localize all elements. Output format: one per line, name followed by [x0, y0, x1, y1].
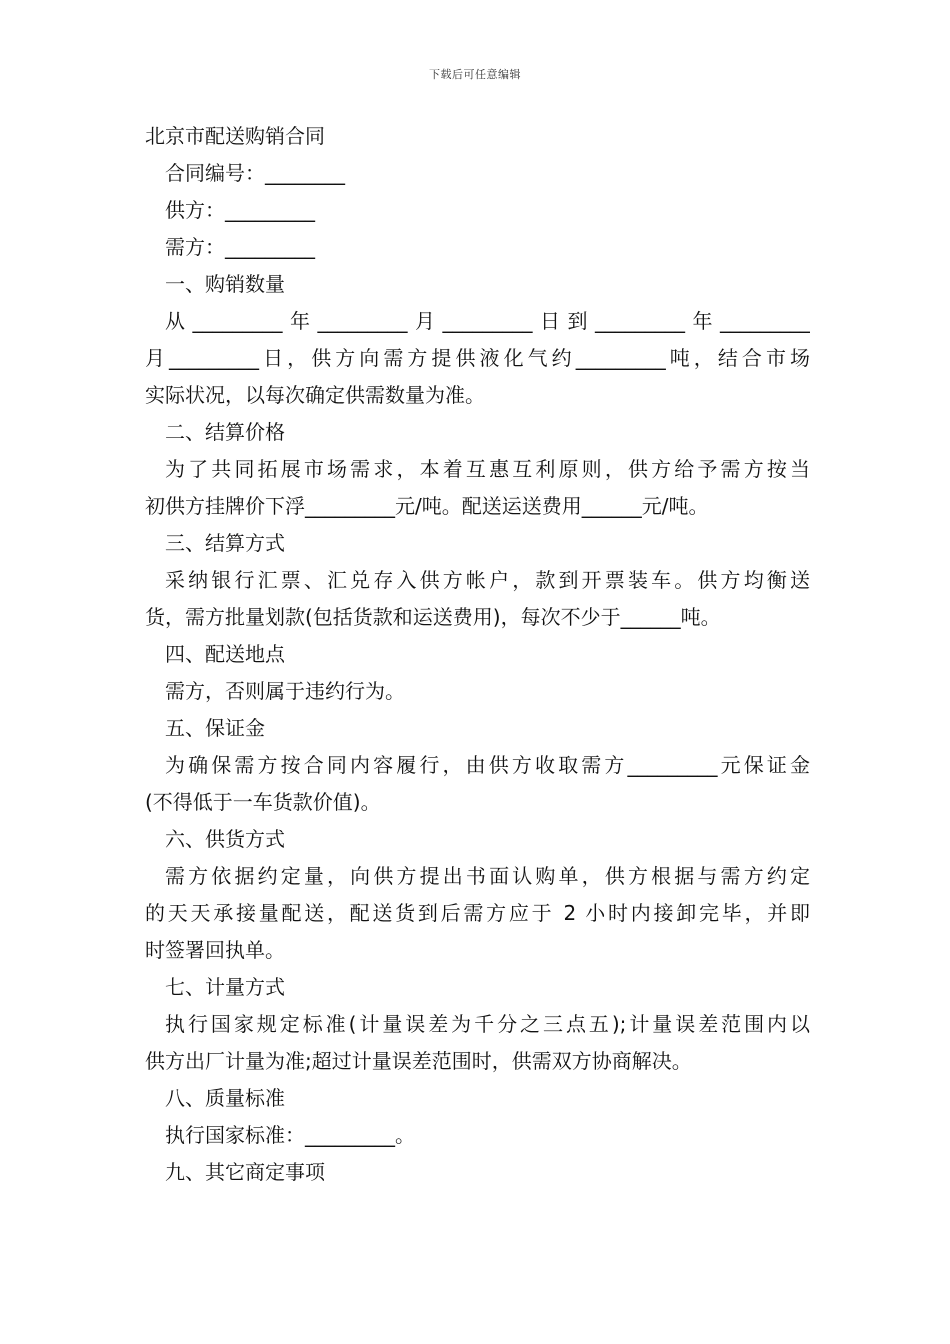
document-line: 的天天承接量配送，配送货到后需方应于 2 小时内接卸完毕，并即 [145, 901, 810, 925]
document-body [145, 118, 810, 1191]
document-line: 七、计量方式 [165, 975, 285, 999]
document-line: 合同编号：________ [165, 161, 345, 185]
document-line: 八、质量标准 [165, 1086, 285, 1110]
document-line: 执行国家规定标准(计量误差为千分之三点五);计量误差范围内以 [165, 1012, 810, 1036]
document-line: 五、保证金 [165, 716, 265, 740]
document-line: 采纳银行汇票、汇兑存入供方帐户，款到开票装车。供方均衡送 [165, 568, 810, 592]
document-line: 四、配送地点 [165, 642, 285, 666]
document-line: 需方，否则属于违约行为。 [165, 679, 405, 703]
document-title: 北京市配送购销合同 [145, 124, 325, 148]
document-line: 九、其它商定事项 [165, 1160, 325, 1184]
document-line: 二、结算价格 [165, 420, 285, 444]
document-lines [145, 155, 810, 1191]
document-line: 时签署回执单。 [145, 938, 285, 962]
document-line: 实际状况，以每次确定供需数量为准。 [145, 383, 485, 407]
document-line: 三、结算方式 [165, 531, 285, 555]
document-line: 为了共同拓展市场需求，本着互惠互利原则，供方给予需方按当 [165, 457, 810, 481]
document-line: 供方：_________ [165, 198, 315, 222]
document-line: 需方：_________ [165, 235, 315, 259]
document-line: 六、供货方式 [165, 827, 285, 851]
page-header: 下载后可任意编辑 [429, 68, 521, 81]
document-line: 为确保需方按合同内容履行，由供方收取需方_________元保证金 [165, 753, 810, 777]
document-line: 执行国家标准：_________。 [165, 1123, 415, 1147]
document-line: 从_________年_________月_________日到_________年_________ [165, 309, 810, 333]
document-line: 月_________日，供方向需方提供液化气约_________吨，结合市场 [145, 346, 810, 370]
document-line: 初供方挂牌价下浮_________元/吨。配送运送费用______元/吨。 [145, 494, 709, 518]
document-line: 供方出厂计量为准;超过计量误差范围时，供需双方协商解决。 [145, 1049, 692, 1073]
document-line: 货，需方批量划款(包括货款和运送费用)，每次不少于______吨。 [145, 605, 721, 629]
document-line: 需方依据约定量，向供方提出书面认购单，供方根据与需方约定 [165, 864, 810, 888]
document-line: (不得低于一车货款价值)。 [145, 790, 381, 814]
document-line: 一、购销数量 [165, 272, 285, 296]
